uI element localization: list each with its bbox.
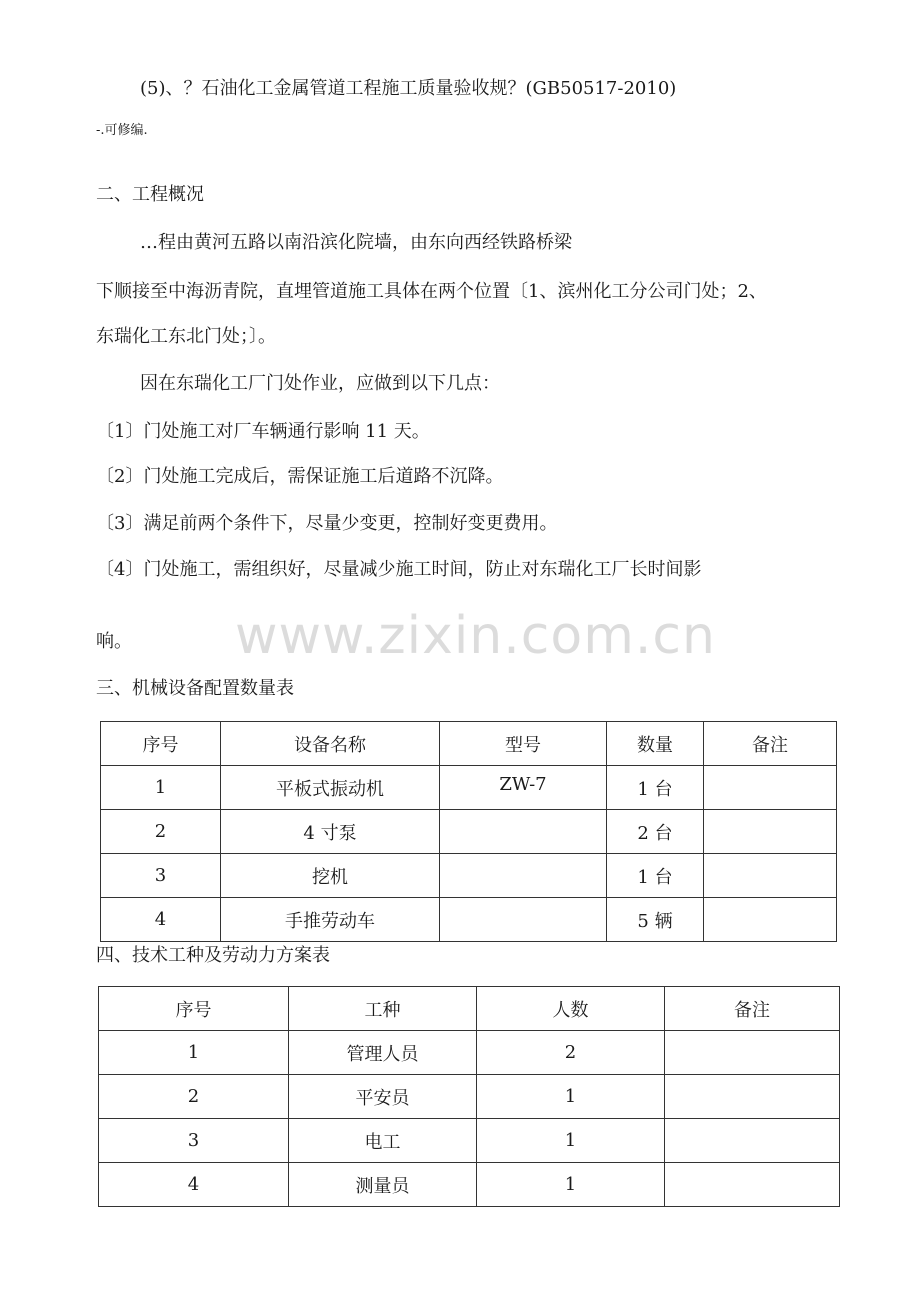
requirement-item-1: 〔1〕门处施工对厂车辆通行影响 11 天。 <box>96 421 430 442</box>
table-header-row <box>101 722 837 766</box>
table-cell: 2 <box>477 1031 665 1075</box>
table-cell <box>704 898 837 942</box>
table-row <box>101 766 837 810</box>
overview-paragraph-line-3: 东瑞化工东北门处；〕。 <box>96 326 276 347</box>
table-cell: 手推劳动车 <box>221 898 440 942</box>
table-cell <box>440 854 607 898</box>
table-cell: 1 <box>477 1163 665 1207</box>
section-heading-overview: 二、工程概况 <box>96 184 204 205</box>
editable-note: -.可修编. <box>96 123 148 138</box>
table-cell: 测量员 <box>289 1163 477 1207</box>
header-cell: 工种 <box>289 987 477 1031</box>
table-row <box>99 1119 840 1163</box>
table-row <box>99 1031 840 1075</box>
table-cell: 2 台 <box>607 810 704 854</box>
table-cell: 1 <box>477 1075 665 1119</box>
table-cell: ZW-7 <box>440 766 607 810</box>
table-cell: 3 <box>101 854 221 898</box>
table-cell: 2 <box>101 810 221 854</box>
table-cell: 3 <box>99 1119 289 1163</box>
table-cell: 平板式振动机 <box>221 766 440 810</box>
table-cell <box>440 810 607 854</box>
table-cell: 1 台 <box>607 854 704 898</box>
labor-table <box>98 986 840 1207</box>
table-cell <box>665 1119 840 1163</box>
table-cell: 1 <box>477 1119 665 1163</box>
header-cell: 型号 <box>440 722 607 766</box>
standard-reference-line: (5)、？石油化工金属管道工程施工质量验收规？(GB50517-2010) <box>140 78 677 99</box>
header-cell: 数量 <box>607 722 704 766</box>
table-cell: 1 <box>99 1031 289 1075</box>
table-row <box>101 810 837 854</box>
table-cell <box>440 898 607 942</box>
table-cell <box>704 766 837 810</box>
table-row <box>101 854 837 898</box>
overview-paragraph-line-2: 下顺接至中海沥青院，直埋管道施工具体在两个位置〔1、滨州化工分公司门处；2、 <box>96 281 767 302</box>
table-cell: 5 辆 <box>607 898 704 942</box>
table-header-row <box>99 987 840 1031</box>
table-cell <box>704 810 837 854</box>
table-row <box>99 1075 840 1119</box>
section-heading-labor: 四、技术工种及劳动力方案表 <box>96 945 330 966</box>
header-cell: 序号 <box>99 987 289 1031</box>
table-cell: 电工 <box>289 1119 477 1163</box>
table-cell <box>665 1075 840 1119</box>
table-cell: 挖机 <box>221 854 440 898</box>
table-cell <box>665 1031 840 1075</box>
table-cell: 管理人员 <box>289 1031 477 1075</box>
header-cell: 备注 <box>665 987 840 1031</box>
table-cell <box>665 1163 840 1207</box>
header-cell: 序号 <box>101 722 221 766</box>
requirements-intro: 因在东瑞化工厂门处作业，应做到以下几点： <box>140 373 500 394</box>
table-cell: 4 <box>101 898 221 942</box>
section-heading-equipment: 三、机械设备配置数量表 <box>96 678 294 699</box>
overview-paragraph-line-1: …程由黄河五路以南沿滨化院墙，由东向西经铁路桥梁 <box>140 232 572 253</box>
table-cell: 4 <box>99 1163 289 1207</box>
table-cell <box>704 854 837 898</box>
requirement-item-3: 〔3〕满足前两个条件下，尽量少变更，控制好变更费用。 <box>96 513 558 534</box>
table-cell: 4 寸泵 <box>221 810 440 854</box>
requirement-item-4-line-2: 响。 <box>96 631 132 652</box>
equipment-table <box>100 721 837 942</box>
header-cell: 人数 <box>477 987 665 1031</box>
table-row <box>99 1163 840 1207</box>
requirement-item-4-line-1: 〔4〕门处施工，需组织好，尽量减少施工时间，防止对东瑞化工厂长时间影 <box>96 559 702 580</box>
table-cell: 1 台 <box>607 766 704 810</box>
requirement-item-2: 〔2〕门处施工完成后，需保证施工后道路不沉降。 <box>96 466 504 487</box>
table-cell: 1 <box>101 766 221 810</box>
table-row <box>101 898 837 942</box>
watermark: www.zixin.com.cn <box>235 606 716 666</box>
header-cell: 设备名称 <box>221 722 440 766</box>
table-cell: 平安员 <box>289 1075 477 1119</box>
table-cell: 2 <box>99 1075 289 1119</box>
header-cell: 备注 <box>704 722 837 766</box>
